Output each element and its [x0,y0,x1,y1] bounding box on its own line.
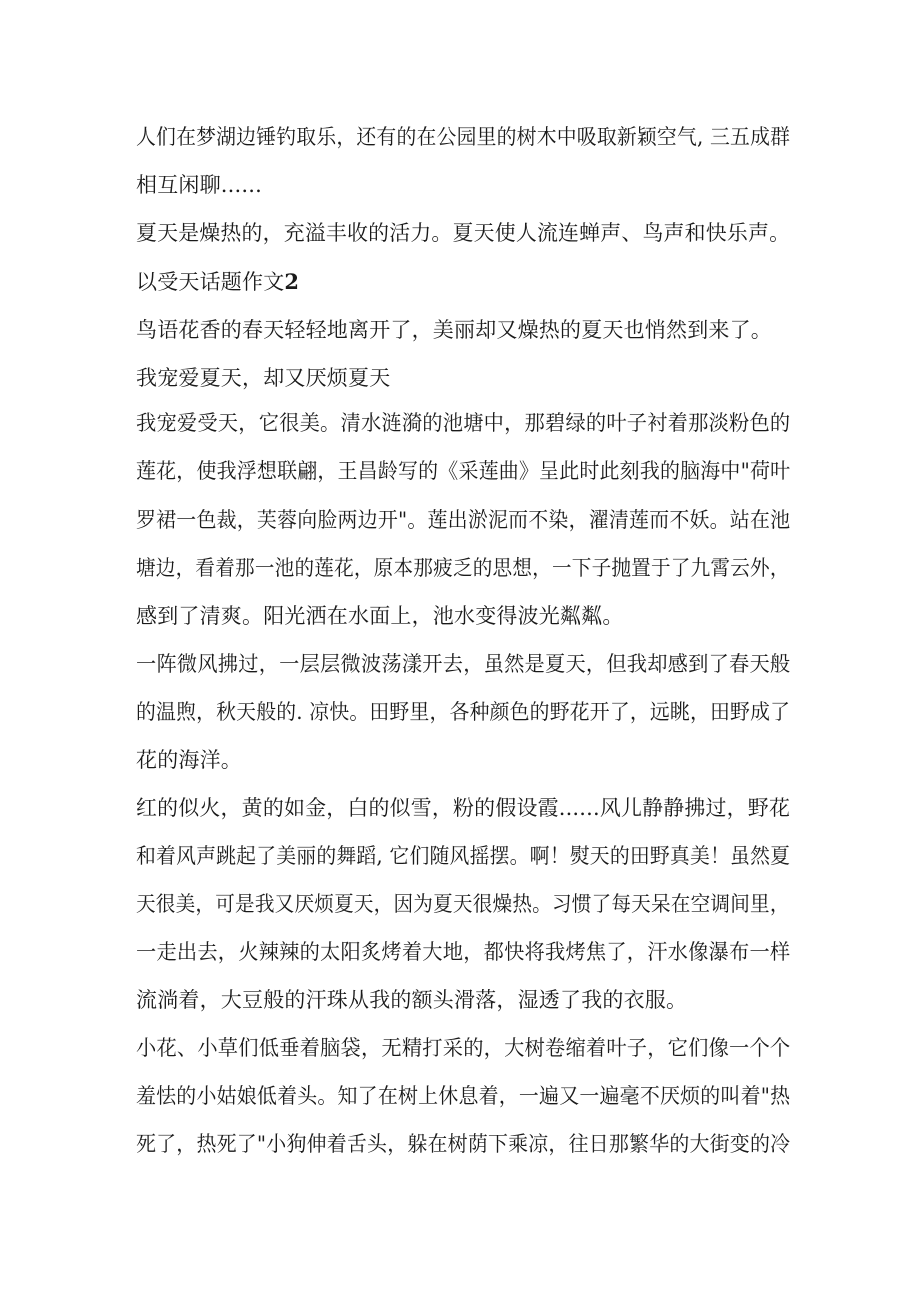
section-heading [136,267,299,297]
text-line: 鸟语花香的春天轻轻地离开了，美丽却又燥热的夏天也悄然到来了。 [136,318,772,342]
text-line: 感到了清爽。阳光洒在水面上，池水变得波光粼粼。 [136,604,624,628]
text-line: 我宠爱受天，它很美。清水涟漪的池塘中，那碧绿的叶子衬着那淡粉色的 [136,411,791,435]
text-line: 的温煦，秋天般的. 凉快。田野里，各种颜色的野花开了，远眺，田野成了 [136,700,791,724]
text-line: 一阵微风拂过，一层层微波荡漾开去，虽然是夏天，但我却感到了春天般 [136,652,791,676]
heading-text: 以受天话题作文 [136,270,285,294]
text-line: 一走出去，火辣辣的太阳炙烤着大地，都快将我烤焦了，汗水像瀑布一样 [136,940,791,964]
text-line: 罗裙一色裁，芙蓉向脸两边开"。莲出淤泥而不染，濯清莲而不妖。站在池 [136,508,791,532]
text-line: 我宠爱夏天，却又厌烦夏天 [136,366,391,390]
text-line: 花的海洋。 [136,748,242,772]
text-line: 塘边，看着那一池的莲花，原本那疲乏的思想，一下子抛置于了九霄云外， [136,556,790,580]
text-line: 羞怯的小姑娘低着头。知了在树上休息着，一遍又一遍毫不厌烦的叫着"热 [136,1084,791,1108]
text-line: 小花、小草们低垂着脑袋，无精打采的，大树卷缩着叶子，它们像一个个 [136,1036,791,1060]
heading-number: 2 [284,269,300,294]
text-line: 莲花，使我浮想联翩，王昌龄写的《采莲曲》呈此时此刻我的脑海中"荷叶 [136,459,791,483]
text-line: 夏天是燥热的，充溢丰收的活力。夏天使人流连蝉声、鸟声和快乐声。 [136,221,791,245]
text-line: 天很美，可是我又厌烦夏天，因为夏天很燥热。习惯了每天呆在空调间里， [136,892,790,916]
text-line: 人们在梦湖边锤钓取乐，还有的在公园里的树木中吸取新颖空气, 三五成群 [136,125,791,149]
text-line: 死了，热死了"小狗伸着舌头，躲在树荫下乘凉，往日那繁华的大街变的冷 [136,1132,791,1156]
text-line: 和着风声跳起了美丽的舞蹈, 它们随风摇摆。啊！熨天的田野真美！虽然夏 [136,844,791,868]
text-line: 相互闲聊...... [136,173,263,197]
text-line: 流淌着，大豆般的汗珠从我的额头滑落，湿透了我的衣服。 [136,988,688,1012]
text-line: 红的似火，黄的如金，白的似雪，粉的假设霞......风儿静静拂过，野花 [136,796,791,820]
